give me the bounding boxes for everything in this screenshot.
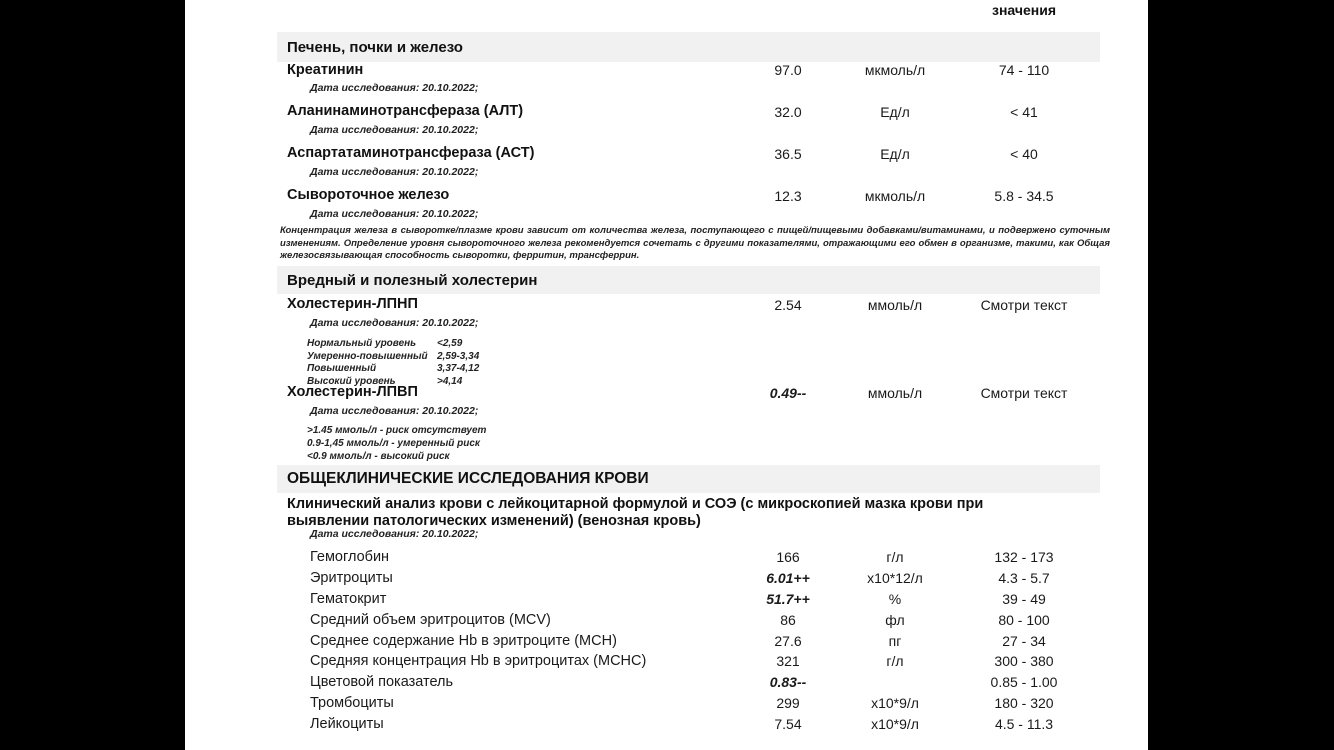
analyte-name: Эритроциты <box>310 570 393 586</box>
ldl-level-range: >4,14 <box>437 375 463 387</box>
analyte-reference: 27 - 34 <box>1002 633 1046 649</box>
analyte-name: Тромбоциты <box>310 695 394 711</box>
lab-report-page <box>185 0 1148 750</box>
analyte-value: 12.3 <box>774 188 802 204</box>
analyte-unit: фл <box>885 612 905 628</box>
analyte-reference: 39 - 49 <box>1002 591 1046 607</box>
analyte-interpretation-note: Концентрация железа в сыворотке/плазме крови зависит от количества железа, поступающего с пищей/пищевыми добавками/витаминами, и подвержено суточным изменениям. Определение уровня сывороточного железа рекомендуется сочетать с другими показателями, отражающими его обмен в организме, такими, как Общая железосвязывающая способность сыворотки, ферритин, трансферрин. <box>280 225 1110 261</box>
analyte-name: Гематокрит <box>310 591 387 607</box>
analyte-value: 6.01++ <box>766 570 810 586</box>
analyte-value: 0.49-- <box>769 385 807 401</box>
analyte-value: 0.83-- <box>769 674 807 690</box>
analyte-name: Гемоглобин <box>310 549 390 565</box>
analyte-name: Средний объем эритроцитов (MCV) <box>310 612 551 628</box>
ldl-level-range: 2,59-3,34 <box>437 350 480 362</box>
analysis-date: Дата исследования: 20.10.2022; <box>310 82 479 94</box>
analysis-date: Дата исследования: 20.10.2022; <box>310 317 479 329</box>
ldl-level-range: <2,59 <box>437 338 463 349</box>
section-header-liver-kidney-iron <box>277 32 1100 62</box>
analyte-reference: 300 - 380 <box>994 653 1054 669</box>
analyte-name: Креатинин <box>287 62 364 78</box>
analyte-unit: ммоль/л <box>867 385 923 401</box>
analyte-name: Аланинаминотрансфераза (АЛТ) <box>287 103 524 119</box>
analyte-name: Холестерин-ЛПНП <box>287 296 418 312</box>
analysis-date: Дата исследования: 20.10.2022; <box>310 405 479 417</box>
analyte-value: 51.7++ <box>766 591 810 607</box>
column-header-reference-values: значения <box>992 2 1056 18</box>
analyte-unit: Ед/л <box>880 104 910 120</box>
analyte-reference: 80 - 100 <box>998 612 1050 628</box>
analyte-unit: пг <box>888 633 902 649</box>
analyte-reference: 5.8 - 34.5 <box>994 188 1054 204</box>
section-header-cholesterol <box>277 266 1100 294</box>
analysis-date: Дата исследования: 20.10.2022; <box>310 528 479 540</box>
analyte-unit: мкмоль/л <box>864 62 926 78</box>
section-title: Печень, почки и железо <box>287 39 463 56</box>
analyte-reference: < 40 <box>1010 146 1038 162</box>
analyte-reference: 0.85 - 1.00 <box>990 674 1058 690</box>
analyte-value: 27.6 <box>774 633 802 649</box>
analyte-unit: х10*12/л <box>867 570 923 586</box>
analyte-value: 97.0 <box>774 62 802 78</box>
section-header-general-blood <box>277 465 1100 493</box>
analyte-reference: 74 - 110 <box>998 62 1050 78</box>
analyte-name: Лейкоциты <box>310 716 384 732</box>
analysis-date: Дата исследования: 20.10.2022; <box>310 208 479 220</box>
analyte-value: 299 <box>776 695 800 711</box>
analyte-value: 36.5 <box>774 146 802 162</box>
analyte-reference: 4.5 - 11.3 <box>994 716 1054 732</box>
analyte-unit: г/л <box>886 653 904 669</box>
analyte-value: 2.54 <box>774 297 802 313</box>
analyte-unit: ммоль/л <box>867 297 923 313</box>
ldl-level-range: 3,37-4,12 <box>437 363 480 375</box>
analyte-unit: % <box>888 591 902 607</box>
section-title: Вредный и полезный холестерин <box>287 272 538 289</box>
analyte-unit: Ед/л <box>880 146 910 162</box>
section-title: ОБЩЕКЛИНИЧЕСКИЕ ИССЛЕДОВАНИЯ КРОВИ <box>287 470 649 487</box>
panel-name: Клинический анализ крови с лейкоцитарной формулой и СОЭ (с микроскопией мазка крови при выявлении патологических изменений) (венозная кровь) <box>287 496 984 529</box>
hdl-risk-scale <box>307 425 486 463</box>
analyte-value: 86 <box>780 612 796 628</box>
analyte-value: 7.54 <box>774 716 802 732</box>
analyte-reference: 4.3 - 5.7 <box>998 570 1050 586</box>
analyte-unit: х10*9/л <box>871 716 919 732</box>
analyte-name: Аспартатаминотрансфераза (АСТ) <box>287 145 535 161</box>
analysis-date: Дата исследования: 20.10.2022; <box>310 124 479 136</box>
ldl-level-label: Повышенный <box>307 363 377 375</box>
analyte-name: Среднее содержание Hb в эритроците (MCH) <box>310 633 617 649</box>
hdl-risk-line: >1.45 ммоль/л - риск отсутствует <box>307 425 487 436</box>
ldl-level-label: Высокий уровень <box>307 375 396 387</box>
analyte-reference: 180 - 320 <box>994 695 1054 711</box>
analyte-unit: х10*9/л <box>871 695 919 711</box>
analyte-reference: Смотри текст <box>980 297 1068 313</box>
analyte-unit: г/л <box>886 549 904 565</box>
analyte-name: Сывороточное железо <box>287 187 450 203</box>
analyte-value: 166 <box>776 549 800 565</box>
ldl-level-label: Нормальный уровень <box>307 338 417 349</box>
analyte-name: Средняя концентрация Hb в эритроцитах (MCHC) <box>310 653 647 669</box>
analyte-value: 32.0 <box>774 104 802 120</box>
analyte-reference: Смотри текст <box>980 385 1068 401</box>
analyte-reference: < 41 <box>1010 104 1038 120</box>
analyte-unit: мкмоль/л <box>864 188 926 204</box>
hdl-risk-line: <0.9 ммоль/л - высокий риск <box>307 450 450 462</box>
hdl-risk-line: 0.9-1,45 ммоль/л - умеренный риск <box>307 437 480 449</box>
analyte-value: 321 <box>776 653 800 669</box>
analyte-name: Холестерин-ЛПВП <box>287 384 418 400</box>
analyte-name: Цветовой показатель <box>310 674 454 690</box>
analyte-reference: 132 - 173 <box>994 549 1054 565</box>
ldl-level-label: Умеренно-повышенный <box>307 350 428 362</box>
analysis-date: Дата исследования: 20.10.2022; <box>310 166 479 178</box>
